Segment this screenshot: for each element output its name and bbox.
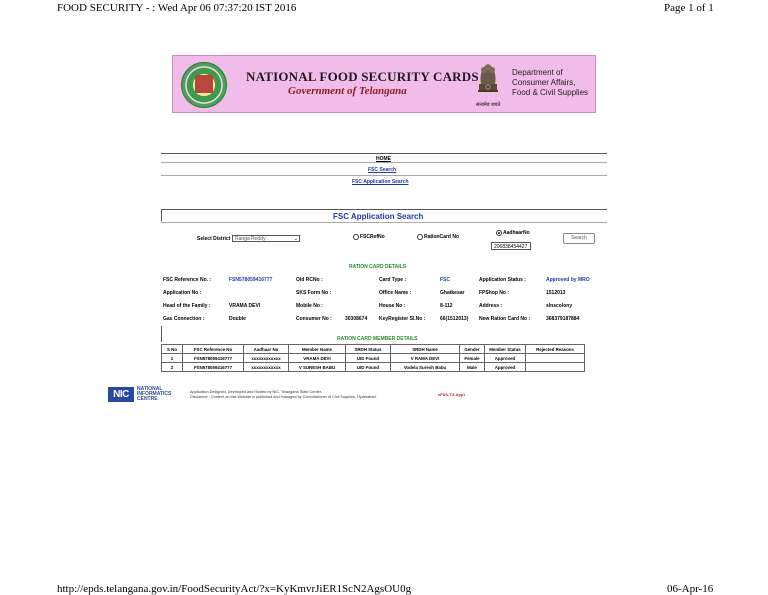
- nav-fsc-search-link[interactable]: FSC Search: [368, 167, 397, 173]
- head-family-label: Head of the Family :: [163, 303, 211, 309]
- consumer-no-value: 30308674: [345, 316, 368, 322]
- col-aadhaar: Aadhaar No: [244, 345, 289, 354]
- nic-line-3: CENTRE: [137, 396, 158, 402]
- nic-line-1: NATIONAL: [137, 386, 163, 392]
- consumer-no-label: Consumer No :: [296, 316, 332, 322]
- cell-fsc-ref: FSN578059416777: [183, 363, 244, 372]
- aadhaar-input[interactable]: 206838454427: [491, 242, 531, 250]
- office-name-label: Office Name :: [379, 290, 412, 296]
- mobile-label: Mobile No :: [296, 303, 323, 309]
- print-footer-url: http://epds.telangana.gov.in/FoodSecurityAct/?x=KyKmvrJiER1ScN2AgsOU0g: [57, 583, 412, 595]
- search-button[interactable]: Search: [563, 233, 595, 244]
- card-type-label: Card Type :: [379, 277, 407, 283]
- nav-divider-2: [161, 175, 607, 176]
- office-name-value: Ghatkesar: [440, 290, 465, 296]
- form-divider-left: [161, 209, 162, 221]
- radio-fscrefno[interactable]: [353, 234, 359, 240]
- radio-aadhaar-label: AadhaarNo: [503, 230, 530, 236]
- print-footer-date: 06-Apr-16: [667, 583, 714, 595]
- fsc-ref-label: FSC Reference No. :: [163, 277, 212, 283]
- cell-fsc-ref: FSN578059416777: [183, 354, 244, 363]
- gas-connection-label: Gas Connection :: [163, 316, 205, 322]
- radio-rationcard[interactable]: [417, 234, 423, 240]
- department-name: [512, 68, 596, 98]
- keyregister-value: 66(1512013): [440, 316, 469, 322]
- nav-home-link[interactable]: HOME: [376, 156, 391, 162]
- app-no-label: Application No :: [163, 290, 202, 296]
- emblem-caption: सत्यमेव जयते: [476, 102, 501, 108]
- district-label: Select District: [197, 236, 231, 242]
- print-header-page: Page 1 of 1: [664, 2, 714, 14]
- col-member-status: Member Status: [485, 345, 526, 354]
- nic-line-2: INFORMATICS: [137, 391, 172, 397]
- district-select-value: Ranga Reddy: [235, 236, 266, 242]
- new-rc-label: New Ration Card No :: [479, 316, 531, 322]
- ashoka-emblem-icon: [473, 60, 503, 100]
- footer-line-1: Application Designed, Developed and Hosted by NIC, Telangana State Center.: [190, 390, 322, 394]
- dept-line-1: Department of: [512, 68, 563, 77]
- table-row: [162, 363, 585, 372]
- col-fsc-ref: FSC Reference No: [183, 345, 244, 354]
- fpshop-value: 1512013: [546, 290, 566, 296]
- col-srdh-name: SRDH Name: [391, 345, 460, 354]
- members-divider-left: [161, 326, 162, 342]
- keyregister-label: KeyRegister Sl.No :: [379, 316, 426, 322]
- sks-form-label: SKS Form No :: [296, 290, 332, 296]
- gas-connection-value: Double: [229, 316, 246, 322]
- chevron-down-icon: ⌄: [293, 236, 298, 242]
- form-title: FSC Application Search: [333, 212, 424, 221]
- radio-fscrefno-label: FSCRefNo: [360, 234, 385, 240]
- col-srdh-status: SRDH Status: [346, 345, 391, 354]
- card-type-value: FSC: [440, 277, 450, 283]
- district-select[interactable]: [232, 235, 300, 242]
- nic-name: [137, 387, 171, 402]
- cell-srdh-status: UID Found: [346, 363, 391, 372]
- print-header-title: FOOD SECURITY - : Wed Apr 06 07:37:20 IST 2016: [57, 2, 297, 14]
- head-family-value: VRAMA DEVI: [229, 303, 261, 309]
- cell-member-name: VRAMA DEVI: [289, 354, 346, 363]
- house-no-value: 8-112: [440, 303, 453, 309]
- telangana-emblem-icon: [181, 62, 227, 108]
- cell-sno: 2: [162, 363, 183, 372]
- dept-line-2: Consumer Affairs,: [512, 78, 576, 87]
- table-row: [162, 354, 585, 363]
- cell-member-status: Approved: [485, 363, 526, 372]
- dept-line-3: Food & Civil Supplies: [512, 88, 589, 97]
- nav-divider-1: [161, 162, 607, 163]
- cell-srdh-status: UID Found: [346, 354, 391, 363]
- cell-member-status: Approved: [485, 354, 526, 363]
- col-sno: S No: [162, 345, 183, 354]
- nic-logo-icon: NIC: [108, 387, 134, 402]
- radio-rationcard-label: RationCard No: [424, 234, 459, 240]
- form-divider-top: [161, 209, 607, 210]
- nav-fsc-application-search-link[interactable]: FSC Application Search: [352, 179, 409, 185]
- fsc-ref-value: FSN578059416777: [229, 277, 273, 283]
- cell-gender: Male: [460, 363, 485, 372]
- banner-subtitle: Government of Telangana: [288, 85, 407, 97]
- col-gender: Gender: [460, 345, 485, 354]
- banner-title: NATIONAL FOOD SECURITY CARDS: [246, 69, 479, 84]
- member-details-title: RATION CARD MEMBER DETAILS: [337, 336, 418, 342]
- old-rcno-label: Old RCNo :: [296, 277, 323, 283]
- members-table: [161, 344, 585, 372]
- new-rc-value: 368379187884: [546, 316, 580, 322]
- fpshop-label: FPShop No :: [479, 290, 509, 296]
- ration-card-details-title: RATION CARD DETAILS: [349, 264, 407, 270]
- site-banner: [172, 55, 596, 113]
- cell-rejected-reasons: [526, 354, 585, 363]
- app-version: ePDS-TG-App1: [438, 393, 466, 397]
- cell-aadhaar: xxxxxxxxxxxx: [244, 363, 289, 372]
- footer-disclaimer: [190, 390, 377, 399]
- app-status-value: Approved by MRO: [546, 277, 590, 283]
- form-divider-bottom: [161, 222, 607, 223]
- cell-srdh-name: V RAMA DEVI: [391, 354, 460, 363]
- col-rejected-reasons: Rejected Reasons: [526, 345, 585, 354]
- cell-sno: 1: [162, 354, 183, 363]
- app-status-label: Application Status :: [479, 277, 526, 283]
- cell-member-name: V SURESH BABU: [289, 363, 346, 372]
- radio-aadhaar[interactable]: [496, 230, 502, 236]
- footer-line-2: Disclaimer : Content on this Website is published and managed by Commissioner of Civil Supplies, Hyderabad.: [190, 394, 377, 399]
- cell-srdh-name: Vodela Suresh Babu: [391, 363, 460, 372]
- cell-rejected-reasons: [526, 363, 585, 372]
- house-no-label: House No :: [379, 303, 406, 309]
- members-header-row: [162, 345, 585, 354]
- nav-divider-top: [161, 153, 607, 154]
- cell-gender: Female: [460, 354, 485, 363]
- emblem-center-icon: [195, 75, 213, 93]
- col-member-name: Member Name: [289, 345, 346, 354]
- address-label: Address :: [479, 303, 503, 309]
- cell-aadhaar: xxxxxxxxxxxx: [244, 354, 289, 363]
- address-value: slnscolony: [546, 303, 573, 309]
